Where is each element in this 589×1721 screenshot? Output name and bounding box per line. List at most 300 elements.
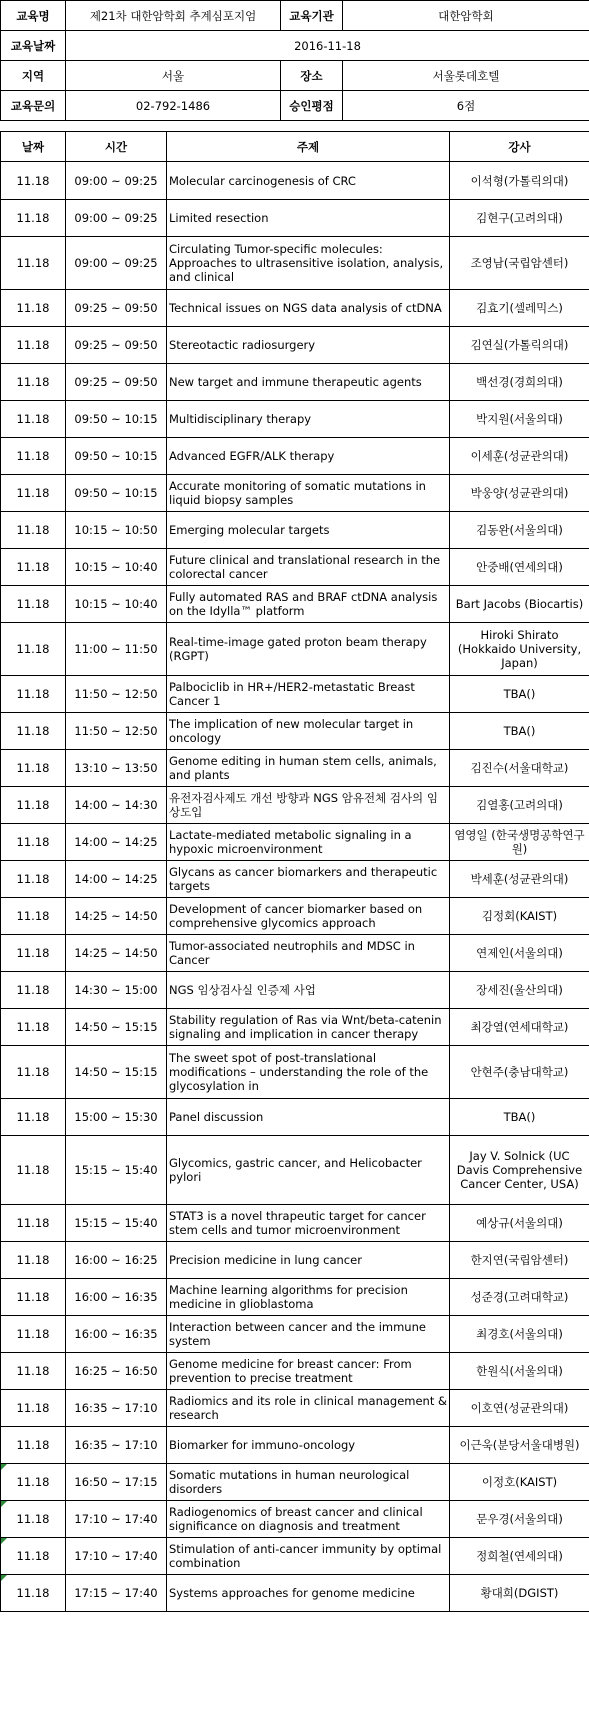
schedule-time-text: 10:15 ~ 10:40 [74,560,158,574]
schedule-speaker-text: 한원식(서울의대) [476,1364,563,1378]
schedule-time-text: 09:25 ~ 09:50 [74,301,158,315]
schedule-date-text: 11.18 [16,211,50,225]
schedule-topic [167,787,450,824]
schedule-date-text: 11.18 [16,560,50,574]
schedule-time [66,1046,167,1099]
schedule-speaker-text: 이호연(성균관의대) [470,1401,569,1415]
schedule-date-text: 11.18 [16,375,50,389]
schedule-speaker [450,438,589,475]
schedule-row [1,750,589,787]
schedule-date [1,1136,66,1205]
schedule-date [1,549,66,586]
schedule-time-text: 09:50 ~ 10:15 [74,486,158,500]
schedule-date-text: 11.18 [16,1549,50,1563]
schedule-speaker [450,1575,589,1612]
schedule-topic-text: Emerging molecular targets [169,523,330,537]
schedule-date [1,512,66,549]
course-info-table [0,0,589,121]
schedule-time-text: 09:00 ~ 09:25 [74,173,158,188]
schedule-topic-text: Radiogenomics of breast cancer and clinical significance on diagnosis and treatment [169,1505,423,1533]
schedule-topic [167,200,450,237]
schedule-topic [167,972,450,1009]
schedule-date-text: 11.18 [16,486,50,500]
schedule-speaker-text: 김동완(서울의대) [476,523,563,537]
schedule-topic-text: The implication of new molecular target in oncology [169,717,414,745]
schedule-time [66,861,167,898]
schedule-speaker-text: Hiroki Shirato (Hokkaido University, Japan) [457,628,582,670]
schedule-speaker [450,1099,589,1136]
schedule-speaker-text: 안현주(충남대학교) [470,1065,569,1079]
schedule-speaker-text: 장세진(울산의대) [476,983,563,997]
cell-comment-marker-icon [1,1464,7,1470]
schedule-body [1,162,589,1612]
schedule-speaker [450,327,589,364]
info-row-location [1,61,589,91]
schedule-time [66,1390,167,1427]
schedule-date-text: 11.18 [16,946,50,960]
schedule-speaker [450,713,589,750]
schedule-row [1,512,589,549]
schedule-topic-text: STAT3 is a novel thrapeutic target for cancer stem cells and tumor microenvironment [169,1209,426,1237]
schedule-time [66,438,167,475]
schedule-time-text: 16:00 ~ 16:35 [74,1327,158,1341]
credits-value: 6점 [343,91,589,121]
schedule-date-text: 11.18 [16,256,50,270]
schedule-topic-text: Biomarker for immuno-oncology [169,1438,356,1452]
schedule-speaker [450,1427,589,1464]
schedule-topic-text: Genome editing in human stem cells, animals, and plants [169,754,437,782]
schedule-time-text: 14:30 ~ 15:00 [74,983,158,997]
schedule-time [66,972,167,1009]
schedule-row [1,162,589,200]
schedule-topic [167,237,450,290]
schedule-topic-text: Machine learning algorithms for precision medicine in glioblastoma [169,1283,408,1311]
schedule-speaker-text: 정희철(연세의대) [476,1549,563,1563]
schedule-date-text: 11.18 [16,1163,50,1177]
schedule-speaker [450,586,589,623]
schedule-speaker [450,676,589,713]
schedule-topic [167,438,450,475]
schedule-speaker [450,861,589,898]
schedule-topic-text: New target and immune therapeutic agents [169,375,422,389]
schedule-date-text: 11.18 [16,1065,50,1079]
schedule-row [1,1046,589,1099]
schedule-speaker-text: 염영일 (한국생명공학연구원) [454,828,585,856]
region-value: 서울 [66,61,281,91]
schedule-time-text: 13:10 ~ 13:50 [74,761,158,775]
schedule-date-text: 11.18 [16,1020,50,1034]
schedule-time-text: 16:50 ~ 17:15 [74,1475,158,1489]
schedule-time [66,1575,167,1612]
schedule-topic [167,1538,450,1575]
schedule-row [1,1390,589,1427]
schedule-row [1,1427,589,1464]
schedule-topic [167,898,450,935]
contact-label: 교육문의 [1,91,66,121]
schedule-topic-text: 유전자검사제도 개선 방향과 NGS 암유전체 검사의 임상도입 [169,791,438,819]
schedule-row [1,475,589,512]
schedule-speaker [450,972,589,1009]
schedule-speaker [450,935,589,972]
schedule-date-text: 11.18 [16,1253,50,1267]
schedule-topic-text: Technical issues on NGS data analysis of ctDNA [169,301,442,315]
schedule-row [1,787,589,824]
schedule-topic [167,750,450,787]
schedule-speaker-text: 최경호(서울의대) [476,1327,563,1341]
schedule-speaker [450,475,589,512]
course-name-label: 교육명 [1,1,66,31]
schedule-time [66,1427,167,1464]
schedule-topic-text: Real-time-image gated proton beam therapy (RGPT) [169,635,427,663]
schedule-time [66,586,167,623]
region-label: 지역 [1,61,66,91]
schedule-speaker [450,824,589,861]
schedule-date [1,972,66,1009]
schedule-speaker-text: 박지원(서울의대) [476,412,563,426]
schedule-date [1,935,66,972]
schedule-speaker-text: 안중배(연세의대) [476,560,563,574]
schedule-row [1,898,589,935]
schedule-topic [167,1427,450,1464]
schedule-time-text: 15:15 ~ 15:40 [74,1163,158,1177]
schedule-row [1,824,589,861]
schedule-topic-text: Future clinical and translational research in the colorectal cancer [169,553,441,581]
schedule-topic-text: Accurate monitoring of somatic mutations in liquid biopsy samples [169,479,426,507]
contact-value: 02-792-1486 [66,91,281,121]
schedule-date [1,1353,66,1390]
schedule-time [66,1464,167,1501]
schedule-speaker-text: 백선경(경희의대) [476,375,563,389]
schedule-date [1,861,66,898]
schedule-date-text: 11.18 [16,1586,50,1600]
schedule-speaker [450,1464,589,1501]
schedule-time [66,1316,167,1353]
schedule-time-text: 15:15 ~ 15:40 [74,1216,158,1230]
schedule-row [1,676,589,713]
schedule-speaker [450,1538,589,1575]
schedule-date [1,200,66,237]
cell-comment-marker-icon [1,1575,7,1581]
schedule-speaker [450,1316,589,1353]
schedule-speaker [450,1205,589,1242]
schedule-time [66,200,167,237]
schedule-speaker-text: 박세훈(성균관의대) [470,872,569,886]
schedule-row [1,1575,589,1612]
schedule-speaker [450,787,589,824]
schedule-time [66,676,167,713]
date-value: 2016-11-18 [66,31,589,61]
schedule-time-text: 16:35 ~ 17:10 [74,1401,158,1415]
schedule-row [1,1099,589,1136]
schedule-date-text: 11.18 [16,597,50,611]
schedule-date [1,713,66,750]
schedule-row [1,237,589,290]
schedule-speaker [450,162,589,200]
schedule-speaker [450,290,589,327]
schedule-time-text: 14:25 ~ 14:50 [74,909,158,923]
schedule-time-text: 17:15 ~ 17:40 [74,1586,158,1600]
schedule-header-row [1,132,589,162]
schedule-topic [167,290,450,327]
schedule-time-text: 09:50 ~ 10:15 [74,449,158,463]
schedule-topic [167,1316,450,1353]
schedule-speaker [450,200,589,237]
schedule-row [1,1316,589,1353]
schedule-row [1,1205,589,1242]
schedule-speaker [450,1353,589,1390]
schedule-topic-text: Fully automated RAS and BRAF ctDNA analysis on the Idylla™ platform [169,590,438,618]
schedule-date-text: 11.18 [16,687,50,701]
schedule-speaker-text: 한지연(국립암센터) [470,1253,569,1267]
schedule-speaker-text: 김진수(서울대학교) [470,761,569,775]
schedule-row [1,861,589,898]
schedule-speaker-text: TBA() [503,724,536,738]
schedule-speaker-text: 예상규(서울의대) [476,1216,563,1230]
schedule-speaker [450,512,589,549]
venue-label: 장소 [281,61,343,91]
schedule-time-text: 09:00 ~ 09:25 [74,256,158,270]
schedule-date [1,1538,66,1575]
schedule-time-text: 14:50 ~ 15:15 [74,1020,158,1034]
schedule-row [1,1009,589,1046]
schedule-topic-text: Systems approaches for genome medicine [169,1586,415,1600]
schedule-topic [167,861,450,898]
schedule-topic [167,364,450,401]
schedule-topic [167,1575,450,1612]
schedule-topic [167,1353,450,1390]
schedule-row [1,1464,589,1501]
schedule-time-text: 17:10 ~ 17:40 [74,1549,158,1563]
schedule-date [1,1099,66,1136]
schedule-time [66,1353,167,1390]
schedule-topic [167,824,450,861]
schedule-date-text: 11.18 [16,1438,50,1452]
schedule-date-text: 11.18 [16,1327,50,1341]
schedule-topic-text: Glycans as cancer biomarkers and therapeutic targets [169,865,438,893]
schedule-topic-text: Circulating Tumor-specific molecules: Approaches to ultrasensitive isolation, analysis, and clinical [169,242,444,284]
schedule-date [1,162,66,200]
schedule-topic-text: The sweet spot of post-translational modifications – understanding the role of the glycosylation in [169,1051,429,1093]
schedule-date [1,1501,66,1538]
schedule-speaker [450,1501,589,1538]
schedule-speaker-text: 김열홍(고려의대) [476,798,563,812]
schedule-speaker [450,1390,589,1427]
info-row-date [1,31,589,61]
schedule-topic-text: Limited resection [169,211,269,225]
schedule-time-text: 14:00 ~ 14:25 [74,835,158,849]
schedule-topic-text: Development of cancer biomarker based on comprehensive glycomics approach [169,902,423,930]
schedule-topic [167,1279,450,1316]
schedule-time [66,623,167,676]
schedule-date [1,787,66,824]
schedule-topic [167,1099,450,1136]
schedule-speaker-text: Jay V. Solnick (UC Davis Comprehensive Cancer Center, USA) [456,1149,583,1191]
schedule-speaker-text: 김연실(가톨릭의대) [470,338,569,352]
schedule-speaker-text: 문우경(서울의대) [476,1512,563,1526]
info-row-name [1,1,589,31]
schedule-topic-text: Stimulation of anti-cancer immunity by optimal combination [169,1542,442,1570]
schedule-time [66,237,167,290]
schedule-date [1,623,66,676]
schedule-time [66,401,167,438]
schedule-speaker [450,1046,589,1099]
schedule-topic-text: Stability regulation of Ras via Wnt/beta-catenin signaling and implication in cancer therapy [169,1013,442,1041]
schedule-row [1,623,589,676]
schedule-speaker [450,401,589,438]
schedule-time-text: 11:50 ~ 12:50 [74,724,158,738]
schedule-speaker [450,1242,589,1279]
schedule-date-text: 11.18 [16,835,50,849]
schedule-row [1,364,589,401]
schedule-speaker [450,898,589,935]
schedule-speaker-text: 김효기(셀레믹스) [476,301,563,315]
schedule-speaker-text: 성준경(고려대학교) [470,1290,569,1304]
schedule-row [1,1279,589,1316]
schedule-date-text: 11.18 [16,761,50,775]
schedule-topic-text: Somatic mutations in human neurological disorders [169,1468,410,1496]
schedule-date [1,237,66,290]
cell-comment-marker-icon [1,1538,7,1544]
schedule-time-text: 16:00 ~ 16:25 [74,1253,158,1267]
schedule-date [1,1575,66,1612]
schedule-date [1,1009,66,1046]
schedule-time-text: 11:50 ~ 12:50 [74,687,158,701]
schedule-topic [167,1205,450,1242]
schedule-date-text: 11.18 [16,724,50,738]
schedule-date [1,1316,66,1353]
schedule-time [66,290,167,327]
schedule-topic-text: Precision medicine in lung cancer [169,1253,362,1267]
schedule-date-text: 11.18 [16,449,50,463]
schedule-row [1,290,589,327]
schedule-date-text: 11.18 [16,1290,50,1304]
schedule-topic-text: Multidisciplinary therapy [169,412,312,426]
schedule-topic [167,623,450,676]
schedule-topic [167,1464,450,1501]
schedule-time-text: 14:50 ~ 15:15 [74,1065,158,1079]
schedule-time [66,1205,167,1242]
schedule-time [66,549,167,586]
schedule-topic [167,1046,450,1099]
schedule-date-text: 11.18 [16,909,50,923]
schedule-date-text: 11.18 [16,642,50,656]
schedule-speaker-text: 김정회(KAIST) [481,909,558,923]
schedule-time [66,1099,167,1136]
schedule-date [1,1242,66,1279]
schedule-speaker [450,237,589,290]
venue-value: 서울롯데호텔 [343,61,589,91]
schedule-date [1,676,66,713]
schedule-date-text: 11.18 [16,301,50,315]
schedule-speaker [450,1136,589,1205]
schedule-row [1,327,589,364]
schedule-time [66,1538,167,1575]
schedule-time [66,364,167,401]
schedule-topic-text: Palbociclib in HR+/HER2-metastatic Breast Cancer 1 [169,680,415,708]
schedule-topic [167,1136,450,1205]
schedule-time-text: 16:25 ~ 16:50 [74,1364,158,1378]
schedule-speaker-text: TBA() [503,687,536,701]
schedule-topic-text: Panel discussion [169,1110,264,1124]
header-topic: 주제 [167,132,450,162]
schedule-date-text: 11.18 [16,872,50,886]
schedule-time-text: 10:15 ~ 10:40 [74,597,158,611]
schedule-time [66,1501,167,1538]
schedule-speaker-text: 연제인(서울의대) [476,946,563,960]
schedule-date [1,364,66,401]
schedule-topic [167,1501,450,1538]
schedule-speaker [450,1009,589,1046]
schedule-time [66,787,167,824]
schedule-time [66,750,167,787]
schedule-time-text: 14:00 ~ 14:30 [74,798,158,812]
schedule-date [1,824,66,861]
schedule-date-text: 11.18 [16,1512,50,1526]
schedule-time [66,1242,167,1279]
schedule-time-text: 09:25 ~ 09:50 [74,338,158,352]
schedule-row [1,1538,589,1575]
schedule-topic [167,1390,450,1427]
schedule-topic-text: Genome medicine for breast cancer: From prevention to precise treatment [169,1357,412,1385]
schedule-time-text: 16:35 ~ 17:10 [74,1438,158,1452]
info-row-contact [1,91,589,121]
schedule-time [66,824,167,861]
schedule-date-text: 11.18 [16,1475,50,1489]
schedule-topic [167,586,450,623]
schedule-topic-text: NGS 임상검사실 인증제 사업 [169,983,316,997]
schedule-date [1,1046,66,1099]
schedule-speaker [450,364,589,401]
schedule-topic [167,401,450,438]
schedule-row [1,549,589,586]
schedule-topic-text: Tumor-associated neutrophils and MDSC in Cancer [169,939,415,967]
schedule-time-text: 16:00 ~ 16:35 [74,1290,158,1304]
schedule-row [1,1353,589,1390]
schedule-row [1,935,589,972]
schedule-date-text: 11.18 [16,338,50,352]
schedule-speaker-text: 최강열(연세대학교) [470,1020,569,1034]
schedule-speaker [450,549,589,586]
schedule-row [1,438,589,475]
schedule-date-text: 11.18 [16,983,50,997]
schedule-time-text: 15:00 ~ 15:30 [74,1110,158,1124]
schedule-time [66,162,167,200]
schedule-date [1,327,66,364]
cell-comment-marker-icon [1,1501,7,1507]
schedule-time-text: 17:10 ~ 17:40 [74,1512,158,1526]
schedule-topic [167,512,450,549]
date-label: 교육날짜 [1,31,66,61]
schedule-topic [167,713,450,750]
schedule-date [1,898,66,935]
schedule-topic [167,1242,450,1279]
schedule-speaker-text: 박웅양(성균관의대) [470,486,569,500]
schedule-date-text: 11.18 [16,1364,50,1378]
schedule-speaker-text: 황대희(DGIST) [480,1586,559,1600]
schedule-date [1,438,66,475]
schedule-date [1,475,66,512]
course-name-value: 제21차 대한암학회 추계심포지엄 [66,1,281,31]
credits-label: 승인평점 [281,91,343,121]
schedule-date-text: 11.18 [16,173,50,188]
schedule-time [66,1009,167,1046]
header-time: 시간 [66,132,167,162]
schedule-topic-text: Interaction between cancer and the immune system [169,1320,426,1348]
schedule-topic-text: Glycomics, gastric cancer, and Helicobacter pylori [169,1156,422,1184]
header-date: 날짜 [1,132,66,162]
schedule-speaker [450,623,589,676]
schedule-topic-text: Lactate-mediated metabolic signaling in a hypoxic microenvironment [169,828,412,856]
